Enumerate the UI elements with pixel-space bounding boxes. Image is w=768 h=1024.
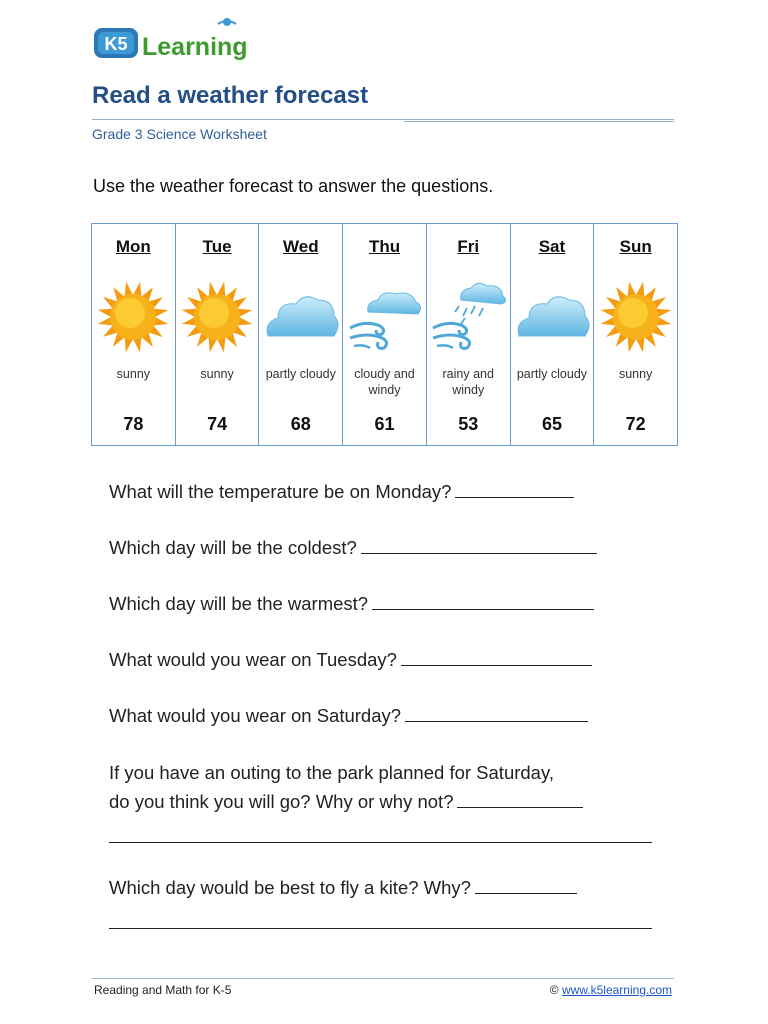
question-text: If you have an outing to the park planned for Saturday, [109,762,554,783]
temperature: 61 [374,414,395,434]
day-name: Tue [202,237,232,256]
temperature: 78 [123,414,144,434]
answer-blank[interactable] [372,593,594,610]
question-warmest-day [109,593,594,615]
temperature: 74 [207,414,228,434]
forecast-day-thu [343,224,427,445]
forecast-day-mon [92,224,176,445]
weather-condition: rainy and windy [442,367,494,397]
header-divider-accent [404,121,674,122]
temperature: 72 [625,414,646,434]
question-text: Which day will be the warmest? [109,593,369,614]
cloud-icon [262,276,340,358]
answer-blank[interactable] [361,537,597,554]
weather-forecast-table [91,223,678,446]
day-name: Sat [538,237,566,256]
footer-divider [92,978,674,979]
answer-line[interactable] [109,842,652,843]
question-monday-temp [109,481,574,503]
copyright-symbol: © [549,983,559,997]
cloud-icon [513,276,591,358]
question-park-outing-line2 [109,791,583,813]
day-name: Sun [619,237,652,256]
day-name: Thu [368,237,401,256]
weather-condition: partly cloudy [516,367,588,381]
answer-blank[interactable] [401,649,592,666]
weather-condition: sunny [116,367,151,381]
question-tuesday-wear [109,649,592,671]
answer-blank[interactable] [455,481,574,498]
day-name: Fri [457,237,480,256]
weather-condition: sunny [618,367,653,381]
question-kite-day [109,877,577,899]
forecast-day-sun [594,224,677,445]
page-title: Read a weather forecast [92,82,369,109]
question-text: What would you wear on Tuesday? [109,649,397,670]
sun-icon [94,276,172,358]
day-name: Wed [283,237,319,256]
rain-wind-icon [429,276,507,358]
forecast-day-sat [511,224,595,445]
k5learning-link[interactable]: www.k5learning.com [561,983,672,997]
question-text: What will the temperature be on Monday? [109,481,452,502]
footer-tagline: Reading and Math for K-5 [94,983,232,997]
weather-condition: sunny [200,367,234,381]
day-name: Mon [115,237,151,256]
question-saturday-wear [109,705,588,727]
question-text: What would you wear on Saturday? [109,705,402,726]
temperature: 68 [290,414,311,434]
weather-condition: cloudy and windy [354,367,415,397]
answer-line[interactable] [109,928,652,929]
logo-learning-text: Learning [142,33,248,61]
temperature: 53 [458,414,479,434]
logo-k5-text: K5 [104,34,128,54]
question-coldest-day [109,537,597,559]
k5-learning-logo[interactable] [92,14,262,64]
sun-icon [597,276,675,358]
answer-blank[interactable] [475,877,577,894]
question-text: Which day would be best to fly a kite? Why? [109,877,471,898]
answer-blank[interactable] [405,705,588,722]
question-park-outing-line1 [109,762,554,784]
forecast-day-wed [259,224,343,445]
cloud-wind-icon [346,276,424,358]
weather-condition: partly cloudy [265,367,336,381]
answer-blank[interactable] [457,791,583,808]
header-divider [92,119,674,120]
temperature: 65 [541,414,562,434]
footer-copyright [550,983,672,997]
sun-icon [178,276,256,358]
question-text: Which day will be the coldest? [109,537,357,558]
forecast-day-fri [427,224,511,445]
instructions-text: Use the weather forecast to answer the questions. [93,176,494,196]
page-subtitle: Grade 3 Science Worksheet [92,126,267,142]
question-text: do you think you will go? Why or why not? [109,791,454,812]
forecast-day-tue [176,224,260,445]
